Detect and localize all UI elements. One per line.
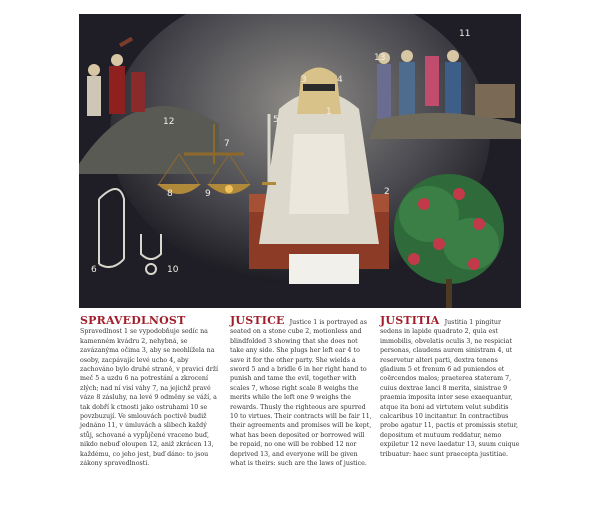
label-6: 6 [91,265,97,275]
label-7: 7 [224,139,230,149]
label-13: 13 [374,53,386,63]
english-text: Justice 1 is portrayed as seated on a stone cube 2, motionless and blindfolded 3 showing that she does not take any side. She plugs her left ear 4 to save it for the other party. She wields a sword 5 and a bridle 6 in her right hand to punish and tame the evil, together with scales 7, whose right scale 8 weighs the merits while the left one 9 weighs the rewards. Thusly the righteous are spurred 10 to virtues. Their contracts will be fair 11, their agreements and promises will be kept, what has been deposited or borrowed will be repaid, no one will be robbed 12 nor deprived 13, and everyone will be given what is theirs: such are the laws of justice. [230,319,372,468]
label-4: 4 [337,75,343,85]
label-12: 12 [163,117,175,127]
label-5: 5 [273,115,279,125]
label-1: 1 [326,107,332,117]
label-2: 2 [384,187,390,197]
blindfold [303,84,335,91]
latin-column [380,316,522,459]
english-title: JUSTICE [230,314,285,327]
label-3: 3 [301,75,307,85]
latin-title: JUSTITIA [380,314,440,327]
czech-title: SPRAVEDLNOST [80,314,186,327]
label-10: 10 [167,265,179,275]
justice-illustration [79,14,521,308]
label-8: 8 [167,189,173,199]
czech-column [80,316,222,469]
czech-text: Spravedlnost 1 se vypodobňuje sedíc na kamenném kvádru 2, nehybná, se zavázanýma očima 3, aby se neohlížela na osoby, zacpávajíc levé ucho 4, aby zachováno bylo druhé straně, v pravici drží meč 5 a uzdu 6 na potrestání a zkrocení zlých; nad ní visí váhy 7, na jejichž pravé váze 8 zásluhy, na levé 9 odměny se váží, a tak dobří k ctnosti jako ostruhami 10 se povzbuzují. Ve smlouvách poctivě budiž jednáno 11, v úmluvách a slibech každý stůj, schované a vypůjčené vraceno buď, nikdo nebuď oloupen 12, aniž zkrácen 13, každému, co jeho jest, buď dáno: to jsou zákony spravedlnosti. [80,328,219,468]
latin-text: Justitia 1 pingitur sedens in lapide quadrato 2, quia est immobilis, obvelatis oculis 3, ne respiciat personas, claudens aurem sinistram 4, ut reservetur alteri parti, dextra tenens gladium 5 et frenum 6 ad puniendos et coërcendos malos; praeterea stateram 7, cuius dextrae lanci 8 merita, sinistrae 9 praemia imposita inter sese exaequantur, atque ita boni ad virtutem velut subditis calcaribus 10 incitantur. In contractibus probe agatur 11, pactis et promissis stetur, depositum et mutuum reddatur, nemo expiletur 12 neve laedatur 13, suum cuique tribuatur: haec sunt praecepta justitiae. [380,319,520,458]
illustration-svg [79,14,521,308]
label-9: 9 [205,189,211,199]
english-column [230,316,372,469]
label-11: 11 [459,29,471,39]
